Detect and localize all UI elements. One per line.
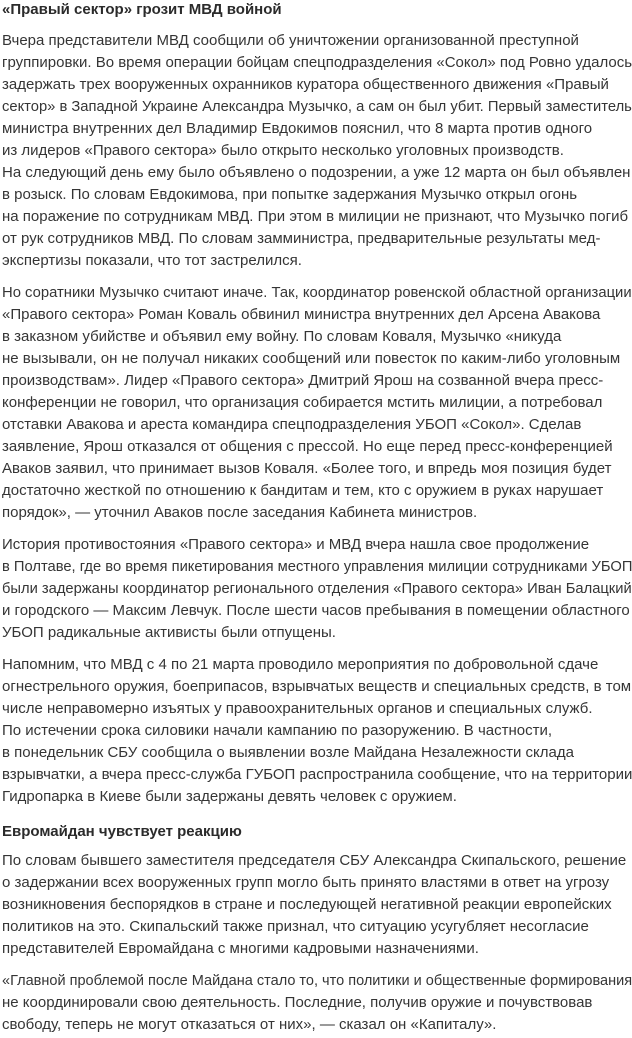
text-line: возникновения беспорядков в стране и последующей негативной реакции европейских [2, 896, 612, 913]
text-line: сектор» в Западной Украине Александра Музычко, а сам он был убит. Первый заместитель [2, 98, 632, 115]
text-line: представителей Евромайдана с многими кадровыми назначениями. [2, 940, 479, 957]
text-line: Аваков заявил, что принимает вызов Коваля. «Более того, и впредь моя позиция будет [2, 460, 612, 477]
text-line: и городского — Максим Левчук. После шести часов пребывания в помещении областного [2, 602, 630, 619]
text-line: в розыск. По словам Евдокимова, при попытке задержания Музычко открыл огонь [2, 186, 578, 203]
text-line: в понедельник СБУ сообщила о выявлении возле Майдана Незалежности склада [2, 744, 574, 761]
text-line: «Правого сектора» Роман Коваль обвинил министра внутренних дел Арсена Авакова [2, 306, 601, 323]
section-paragraph-2 [2, 970, 632, 1036]
text-line: Но соратники Музычко считают иначе. Так, координатор ровенской областной организации [2, 284, 632, 301]
section-paragraph-1 [2, 850, 632, 960]
text-line: не вызывали, он не получал никаких сообщений или повесток по каким-либо уголовным [2, 350, 621, 367]
text-line: экспертизы показали, что тот застрелился. [2, 252, 302, 269]
text-line: свободу, теперь не могут отказаться от них», — сказал он «Капиталу». [2, 1016, 497, 1033]
text-line: отставки Авакова и ареста командира спецподразделения УБОП «Сокол». Сделав [2, 416, 582, 433]
text-line: в заказном убийстве и объявил ему войну. По словам Коваля, Музычко «никуда [2, 328, 562, 345]
text-line: порядок», — уточнил Аваков после заседания Кабинета министров. [2, 504, 478, 521]
text-line: достаточно жесткой по отношению к бандитам и тем, кто с оружием в руках нарушает [2, 482, 604, 499]
text-line: Напомним, что МВД с 4 по 21 марта проводило мероприятия по добровольной сдаче [2, 656, 599, 673]
text-line: взрывчатки, а вчера пресс-служба ГУБОП распространила сообщение, что на территории [2, 766, 632, 783]
text-line: На следующий день ему было объявлено о подозрении, а уже 12 марта он был объявлен [2, 164, 631, 181]
article-paragraph-1 [2, 30, 632, 272]
text-line: конференции не говорил, что организация собирается мстить милиции, а потребовал [2, 394, 603, 411]
article-paragraph-3 [2, 534, 632, 644]
text-line: не координировали свою деятельность. Последние, получив оружие и почувствовав [2, 994, 593, 1011]
text-line: УБОП радикальные активисты были отпущены. [2, 624, 336, 641]
text-line: Вчера представители МВД сообщили об уничтожении организованной преступной [2, 32, 579, 49]
text-line: заявление, Ярош отказался от общения с прессой. Но еще перед пресс-конференцией [2, 438, 613, 455]
text-line: По словам бывшего заместителя председателя СБУ Александра Скипальского, решение [2, 852, 627, 869]
text-line: группировки. Во время операции бойцам спецподразделения «Сокол» под Ровно удалось [2, 54, 632, 71]
text-line: «Главной проблемой после Майдана стало то, что политики и общественные формирования [2, 972, 632, 989]
article-paragraph-4 [2, 654, 632, 808]
text-line: Гидропарка в Киеве были задержаны девять человек с оружием. [2, 788, 457, 805]
text-line: История противостояния «Правого сектора» и МВД вчера нашла свое продолжение [2, 536, 590, 553]
text-line: огнестрельного оружия, боеприпасов, взрывчатых веществ и специальных средств, в том [2, 678, 632, 695]
text-line: о задержании всех вооруженных групп могло быть принято властями в ответ на угрозу [2, 874, 610, 891]
section-heading: Евромайдан чувствует реакцию [2, 823, 242, 840]
article-paragraph-2 [2, 282, 632, 524]
text-line: производствам». Лидер «Правого сектора» Дмитрий Ярош на созванной вчера пресс- [2, 372, 604, 389]
text-line: из лидеров «Правого сектора» было открыто несколько уголовных производств. [2, 142, 564, 159]
article-title: «Правый сектор» грозит МВД войной [2, 1, 282, 18]
text-line: в Полтаве, где во время пикетирования местного управления милиции сотрудниками УБОП [2, 558, 632, 575]
text-line: числе неправомерно изъятых у правоохранительных органов и специальных служб. [2, 700, 593, 717]
text-line: от рук сотрудников МВД. По словам замминистра, предварительные результаты мед- [2, 230, 601, 247]
text-line: были задержаны координатор регионального отделения «Правого сектора» Иван Балацкий [2, 580, 632, 597]
text-line: По истечении срока силовики начали кампанию по разоружению. В частности, [2, 722, 553, 739]
text-line: министра внутренних дел Владимир Евдокимов пояснил, что 8 марта против одного [2, 120, 593, 137]
text-line: политиков на это. Скипальский также признал, что ситуацию усугубляет несогласие [2, 918, 589, 935]
text-line: задержать трех вооруженных охранников куратора общественного движения «Правый [2, 76, 609, 93]
text-line: на поражение по сотрудникам МВД. При этом в милиции не признают, что Музычко погиб [2, 208, 629, 225]
